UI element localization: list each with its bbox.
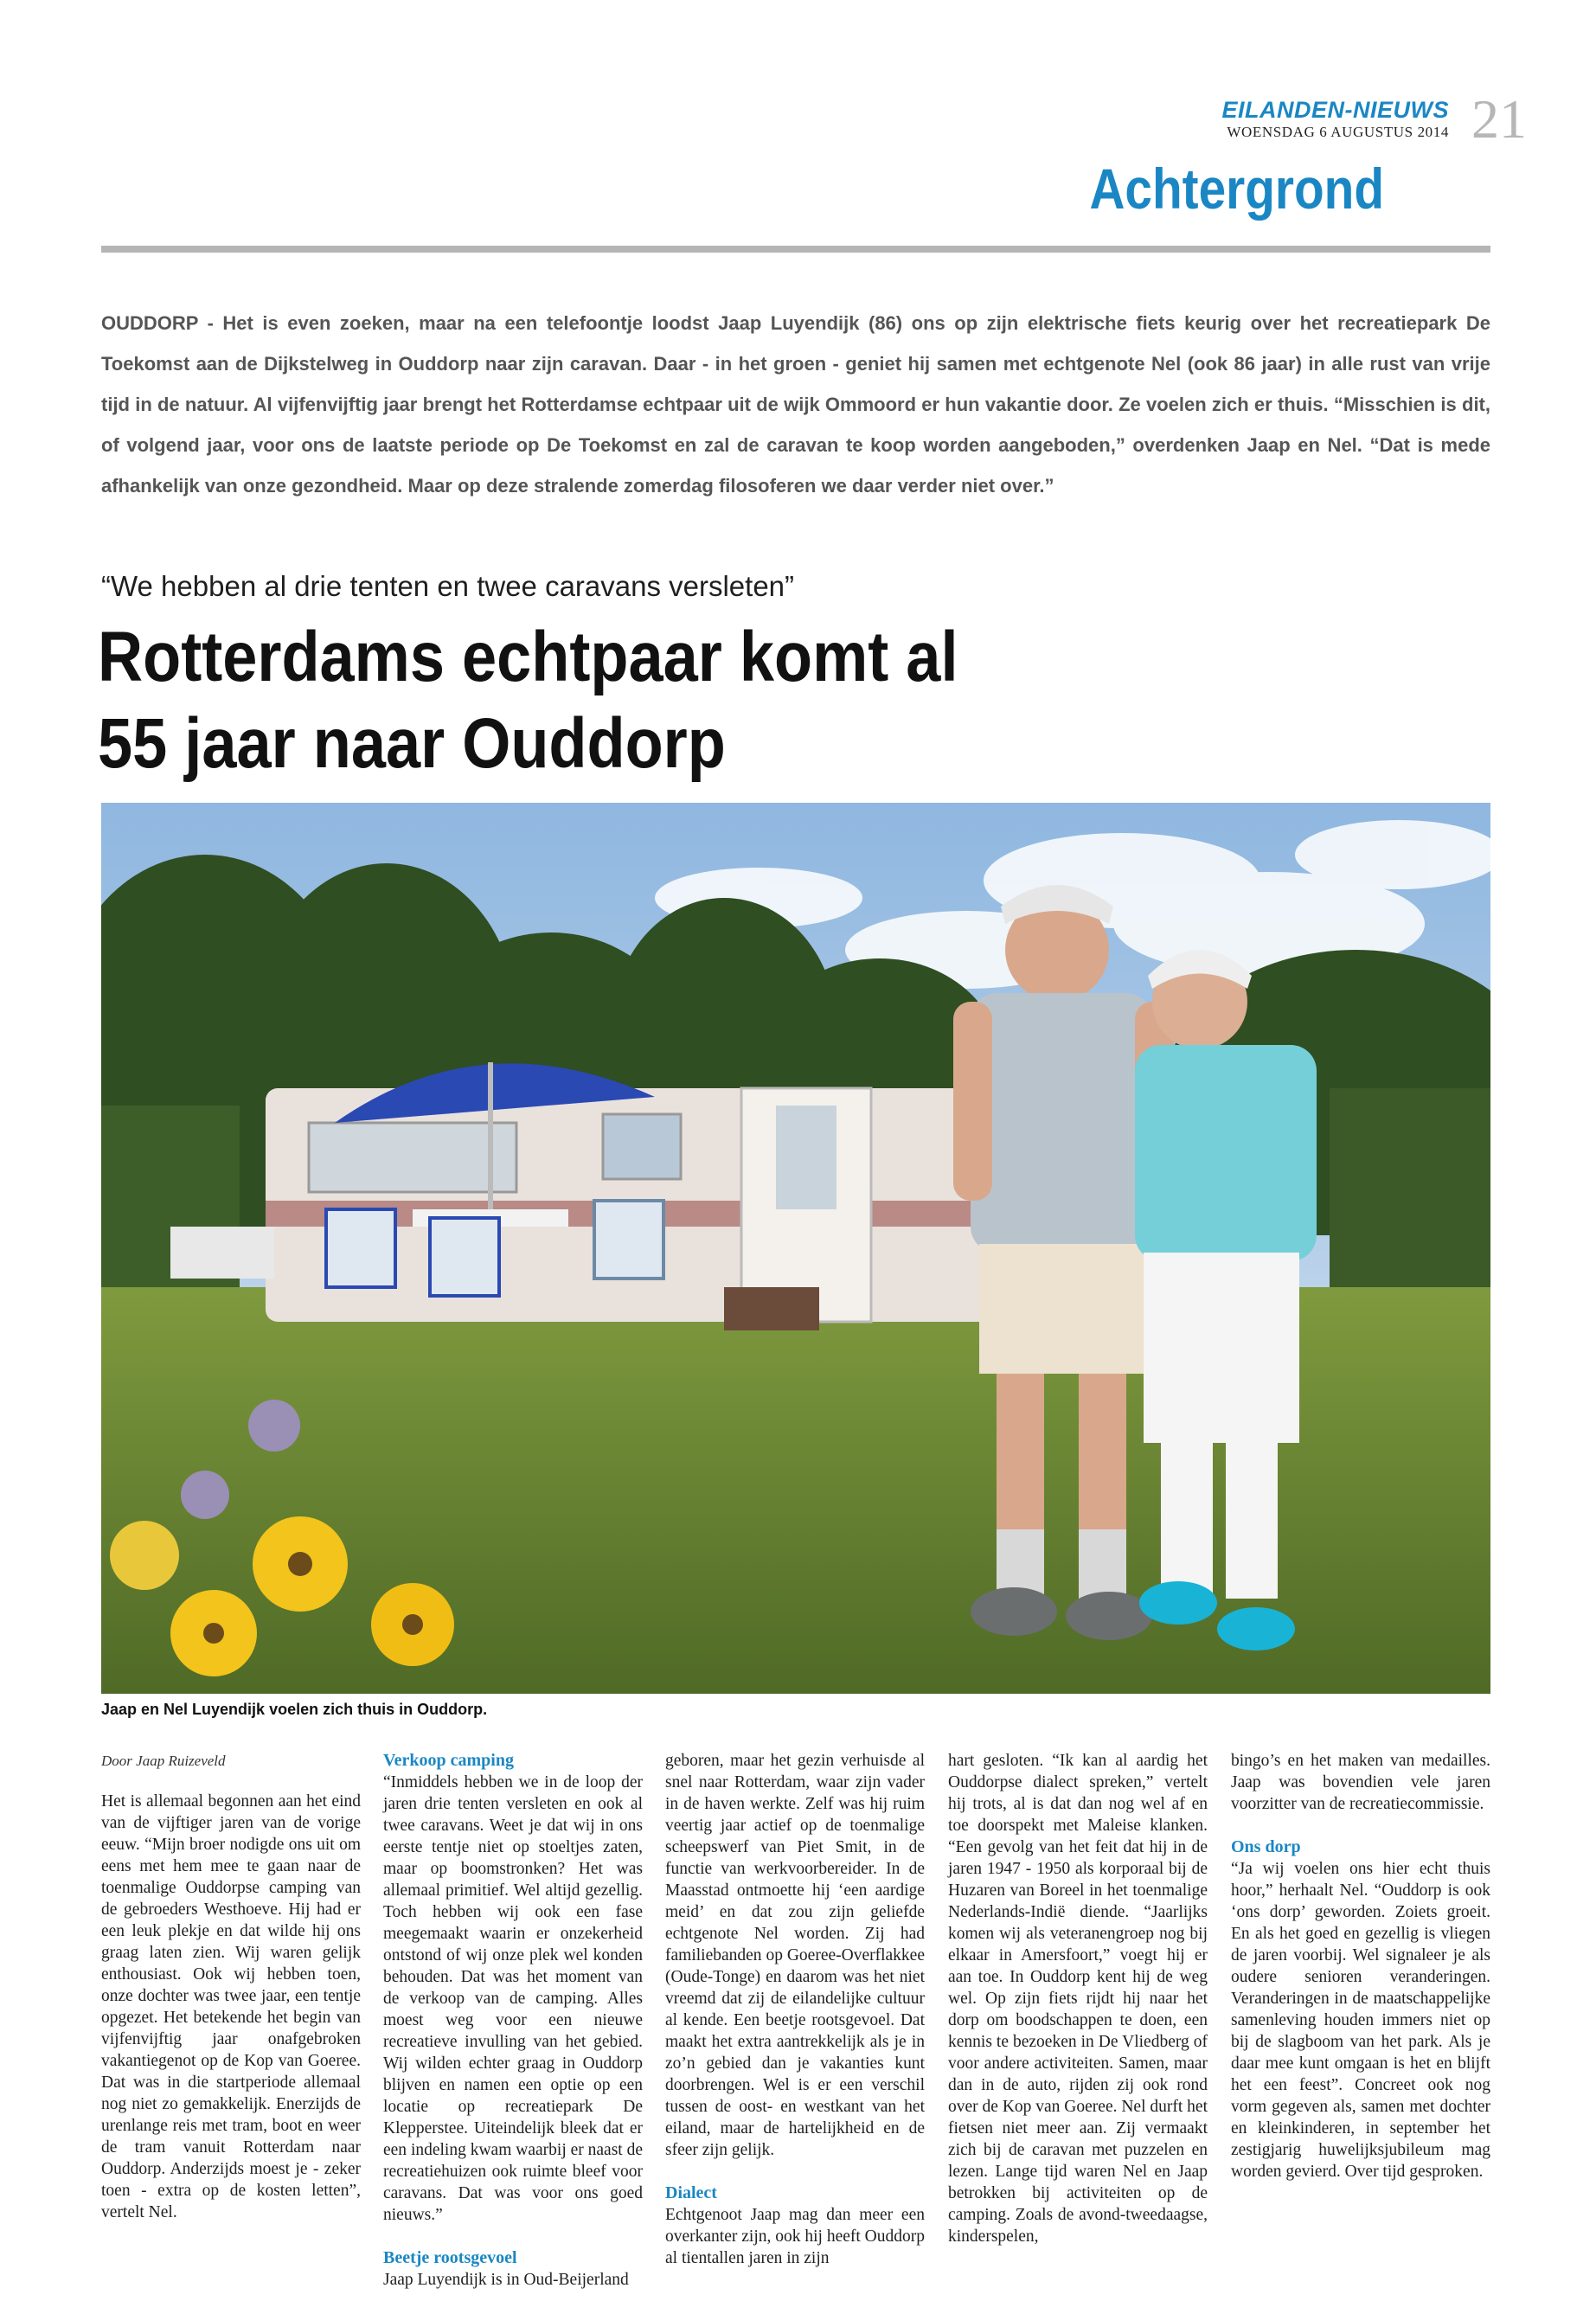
column-3-text: geboren, maar het gezin verhuisde al snel naar Rotterdam, waar zijn vader in de haven werkte. Zelf was hij ruim veertig jaar actief op de toenmalige scheepswerf van Piet Smit, in de functie van werkvoorbereider. In de Maasstad ontmoette hij ‘een aardige meid’ en dat zou zijn geliefde echtgenote Nel worden. Zij had familiebanden op Goeree-Overflakkee (Oude-Tonge) en daarom was het niet vreemd dat zij de eilandelijke cultuur al kende. Een beetje rootsgevoel. Dat maakt het extra aantrekkelijk als je in zo’n gebied dan je vakanties kunt doorbrengen. Wel is er een verschil tussen de oost- en westkant van het eiland, maar de hartelijkheid en de sfeer zijn gelijk.: [665, 1752, 925, 2159]
masthead: [1222, 97, 1450, 142]
header-rule: [101, 246, 1490, 253]
column-1: [101, 1750, 361, 2223]
headline-line-2: 55 jaar naar Ouddorp: [98, 704, 726, 783]
column-5-text: bingo’s en het maken van medailles. Jaap was bovendien vele jaren voorzitter van de recreatiecommissie.: [1231, 1752, 1490, 1813]
photo-caption: Jaap en Nel Luyendijk voelen zich thuis in Ouddorp.: [101, 1701, 488, 1718]
page-number: 21: [1471, 88, 1527, 150]
column-4: [948, 1750, 1208, 2247]
article-photo: [101, 803, 1490, 1694]
subhead-dialect: Dialect: [665, 2183, 717, 2202]
column-5: [1231, 1750, 1490, 2182]
column-2: [383, 1750, 643, 2291]
paper-name: EILANDEN-NIEUWS: [1221, 97, 1449, 123]
subhead-ons-dorp: Ons dorp: [1231, 1837, 1301, 1856]
photo-illustration: [101, 803, 1490, 1694]
column-5-text-2: “Ja wij voelen ons hier echt thuis hoor,” herhaalt Nel. “Ouddorp is ook ‘ons dorp’ geworden. Zoiets groeit. En als het goed en gezellig is vliegen de jaren voorbij. Wel signaleer je als oudere senioren veranderingen. Veranderingen in de maatschappelijke samenleving houden immers niet op bij de slagboom van het park. Als je daar mee kunt omgaan is het en blijft het een feest”. Concreet ook nog vorm gegeven als, samen met dochter en kleinkinderen, in september het zestigjarig huwelijksjubileum mag worden gevierd. Over tijd gesproken.: [1231, 1860, 1490, 2181]
headline: [98, 614, 1011, 787]
subhead-beetje-rootsgevoel: Beetje rootsgevoel: [383, 2248, 517, 2267]
intro-paragraph: OUDDORP - Het is even zoeken, maar na een telefoontje loodst Jaap Luyendijk (86) ons op zijn elektrische fiets keurig over het recreatiepark De Toekomst aan de Dijkstelweg in Ouddorp naar zijn caravan. Daar - in het groen - geniet hij samen met echtgenote Nel (ook 86 jaar) in alle rust van vrije tijd in de natuur. Al vijfenvijftig jaar brengt het Rotterdamse echtpaar uit de wijk Ommoord er hun vakantie door. Ze voelen zich er thuis. “Misschien is dit, of volgend jaar, voor ons de laatste periode op De Toekomst en zal de caravan te koop worden aangeboden,” overdenken Jaap en Nel. “Dat is mede afhankelijk van onze gezondheid. Maar op deze stralende zomerdag filosoferen we daar verder niet over.”: [101, 312, 1490, 497]
column-2-text: “Inmiddels hebben we in de loop der jaren drie tenten versleten en ook al twee caravans. Weet je dat wij in ons eerste tentje niet op stoeltjes zaten, maar op boomstronken? Het was allemaal primitief. Wel altijd gezellig. Toch hebben wij ook een fase meegemaakt waarin er onzekerheid ontstond of wij onze plek wel konden behouden. Dat was het moment van de verkoop van de camping. Alles moest weg voor een nieuwe recreatieve invulling van het gebied. Wij wilden echter graag in Ouddorp blijven en namen een optie op een locatie op recreatiepark De Klepperstee. Uiteindelijk bleek dat er een indeling kwam waarbij er naast de recreatiehuizen ook ruimte bleef voor caravans. Dat was voor ons goed nieuws.”: [383, 1773, 643, 2224]
issue-date: WOENSDAG 6 AUGUSTUS 2014: [1227, 124, 1449, 140]
subhead-verkoop-camping: Verkoop camping: [383, 1751, 514, 1770]
section-title: Achtergrond: [1089, 157, 1384, 221]
kicker-quote: “We hebben al drie tenten en twee caravans versleten”: [101, 570, 795, 602]
byline: Door Jaap Ruizeveld: [101, 1753, 226, 1769]
column-3-text-2: Echtgenoot Jaap mag dan meer een overkanter zijn, ook hij heeft Ouddorp al tientallen jaren in zijn: [665, 2206, 925, 2267]
column-4-text: hart gesloten. “Ik kan al aardig het Ouddorpse dialect spreken,” vertelt hij trots, al is dat dan nog wel af en toe doorspekt met Maleise klanken. “Een gevolg van het feit dat hij in de jaren 1947 - 1950 als korporaal bij de Huzaren van Boreel in het toenmalige Nederlands-Indië diende. “Jaarlijks komen wij als veteranengroep nog bij elkaar in Amersfoort,” voegt hij er aan toe. In Ouddorp kent hij de weg wel. Op zijn fiets rijdt hij naar het dorp om boodschappen te doen, een kennis te bezoeken in De Vliedberg of voor andere activiteiten. Samen, maar dan in de auto, rijden zij ook rond over de Kop van Goeree. Nel durft het fietsen niet meer aan. Zij vermaakt zich bij de caravan met puzzelen en lezen. Lange tijd waren Nel en Jaap betrokken bij activiteiten op de camping. Zoals de avond-tweedaagse, kinderspelen,: [948, 1752, 1208, 2246]
column-3: [665, 1750, 925, 2269]
column-1-text: Het is allemaal begonnen aan het eind van de vijftiger jaren van de vorige eeuw. “Mijn broer nodigde ons uit om eens met hem mee te gaan naar de toenmalige Ouddorpse camping van de gebroeders Westhoeve. Hij had er een leuk plekje en dat wilde hij ons graag laten zien. Wij waren gelijk enthousiast. Ook wij hebben toen, onze dochter was twee jaar, een tentje opgezet. Het betekende het begin van vijfenvijftig jaar onafgebroken vakantiegenot op de Kop van Goeree. Dat was in die startperiode allemaal nog niet zo gemakkelijk. Enerzijds de urenlange reis met tram, boot en weer de tram vanuit Rotterdam naar Ouddorp. Anderzijds moest je - zeker toen - extra op de kosten letten”, vertelt Nel.: [101, 1792, 361, 2221]
column-2-text-2: Jaap Luyendijk is in Oud-Beijerland: [383, 2271, 629, 2289]
headline-line-1: Rotterdams echtpaar komt al: [98, 618, 958, 696]
